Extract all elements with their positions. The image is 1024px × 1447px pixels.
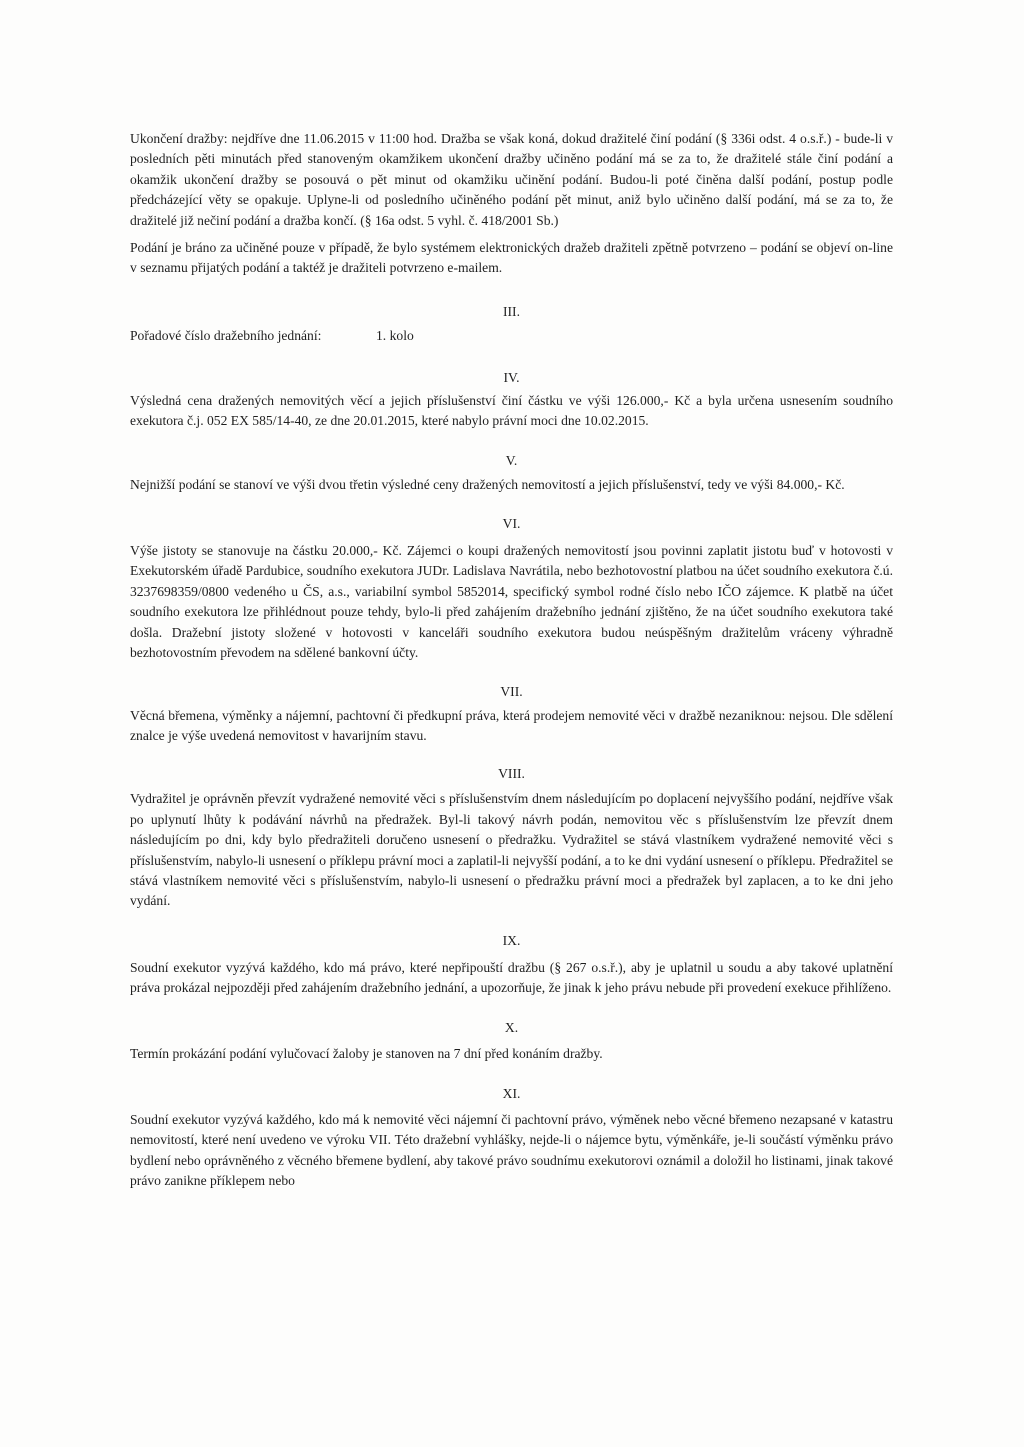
section-heading-iii: III.: [503, 303, 520, 319]
paragraph-exclusion-action: Termín prokázání podání vylučovací žaloby je stanoven na 7 dní před konáním dražby.: [130, 1045, 603, 1061]
paragraph-easements: Věcná břemena, výměnky a nájemní, pachtovní či předkupní práva, která prodejem nemovité věci v dražbě nezaniknou: nejsou. Dle sdělení znalce je výše uvedená nemovitost v havarijním stavu.: [130, 707, 893, 743]
section-heading-v: V.: [505, 452, 518, 468]
paragraph-bid-confirmation: Podání je bráno za učiněné pouze v případě, že bylo systémem elektronických dražeb dražiteli zpětně potvrzeno – podání se objeví on-line v seznamu přijatých podání a taktéž je dražiteli potvrzeno e-mailem.: [130, 240, 893, 276]
section-heading-viii: VIII.: [498, 766, 525, 782]
document-page: [130, 129, 893, 1192]
section-heading-ix: IX.: [502, 932, 521, 948]
auction-round-row: [130, 326, 893, 346]
auction-round-value: 1. kolo: [376, 327, 414, 343]
section-heading-vii: VII.: [500, 683, 523, 699]
section-heading-iv: IV.: [503, 369, 520, 385]
paragraph-resulting-price: Výsledná cena dražených nemovitých věcí a jejich příslušenství činí částku ve výši 126.000,- Kč a byla určena usnesením soudního exekutora č.j. 052 EX 585/14-40, ze dne 20.01.2015, které nabylo právní moci dne 10.02.2015.: [130, 392, 893, 429]
paragraph-deposit: Výše jistoty se stanovuje na částku 20.000,- Kč. Zájemci o koupi dražených nemovitostí jsou povinni zaplatit jistotu buď v hotovosti v Exekutorském úřadě Pardubice, soudního exekutora JUDr. Ladislava Navrátila, nebo bezhotovostní platbou na účet soudního exekutora č.ú. 3237698359/0800 vedeného u ČS, a.s., variabilní symbol 5852014, specifický symbol rodné číslo nebo IČO zájemce. K platbě na účet soudního exekutora lze přihlédnout pouze tehdy, bylo-li před zahájením dražebního jednání zjištěno, že na účet soudního exekutora také došla. Dražební jistoty složené v hotovosti v kanceláři soudního exekutora budou neúspěšným dražitelům vráceny výhradně bezhotovostním převodem na sdělené bankovní účty.: [130, 543, 893, 661]
section-heading-x: X.: [504, 1019, 519, 1035]
paragraph-auction-end: Ukončení dražby: nejdříve dne 11.06.2015 v 11:00 hod. Dražba se však koná, dokud dražitelé činí podání (§ 336i odst. 4 o.s.ř.) - bude-li v posledních pěti minutách před stanoveným okamžikem ukončení dražby učiněno podání má se za to, že dražitelé stále činí podání a okamžik ukončení dražby se posouvá o pět minut od okamžiku učinění podání. Budou-li poté činěna další podání, postup podle předcházející věty se opakuje. Uplyne-li od posledního učiněného podání pět minut, aniž bylo učiněno další podání, má se za to, že dražitelé již nečiní podání a dražba končí. (§ 16a odst. 5 vyhl. č. 418/2001 Sb.): [130, 131, 893, 228]
section-heading-vi: VI.: [502, 516, 521, 532]
paragraph-lowest-bid: Nejnižší podání se stanoví ve výši dvou třetin výsledné ceny dražených nemovitostí a jejich příslušenství, tedy ve výši 84.000,- Kč.: [130, 476, 845, 492]
paragraph-rights-call: Soudní exekutor vyzývá každého, kdo má právo, které nepřipouští dražbu (§ 267 o.s.ř.), aby je uplatnil u soudu a aby takové uplatnění práva prokázal nejpozději před zahájením dražebního jednání, a upozorňuje, že jinak k jeho právu nebude při provedení exekuce přihlíženo.: [130, 959, 893, 996]
section-heading-xi: XI.: [502, 1085, 521, 1101]
paragraph-takeover: Vydražitel je oprávněn převzít vydražené nemovité věci s příslušenstvím dnem následujícím po doplacení nejvyššího podání, nejdříve však po uplynutí lhůty k podávání návrhů na předražek. Byl-li takový návrh podán, nemovitou věc s příslušenstvím lze převzít dnem následujícím po dni, kdy bylo předražiteli doručeno usnesení o předražku. Vydražitel se stává vlastníkem vydražené nemovité věci s příslušenstvím, nabylo-li usnesení o příklepu právní moci a zaplatil-li nejvyšší podání, a to ke dni vydání usnesení o příklepu. Předražitel se stává vlastníkem nemovité věci s příslušenstvím, nabylo-li usnesení o předražku právní moci a předražek byl zaplacen, a to ke dni jeho vydání.: [130, 791, 893, 909]
paragraph-lease-rights: Soudní exekutor vyzývá každého, kdo má k nemovité věci nájemní či pachtovní právo, výměnek nebo věcné břemeno nezapsané v katastru nemovitostí, které není uvedeno ve výroku VII. Této dražební vyhlášky, nejde-li o nájemce bytu, výměnkáře, je-li součástí výměnku právo bydlení nebo oprávněného z věcného břemene bydlení, aby takové právo soudnímu exekutorovi oznámil a doložil ho listinami, jinak takové právo zanikne příklepem nebo: [130, 1111, 893, 1189]
auction-round-label: Pořadové číslo dražebního jednání:: [130, 327, 322, 343]
